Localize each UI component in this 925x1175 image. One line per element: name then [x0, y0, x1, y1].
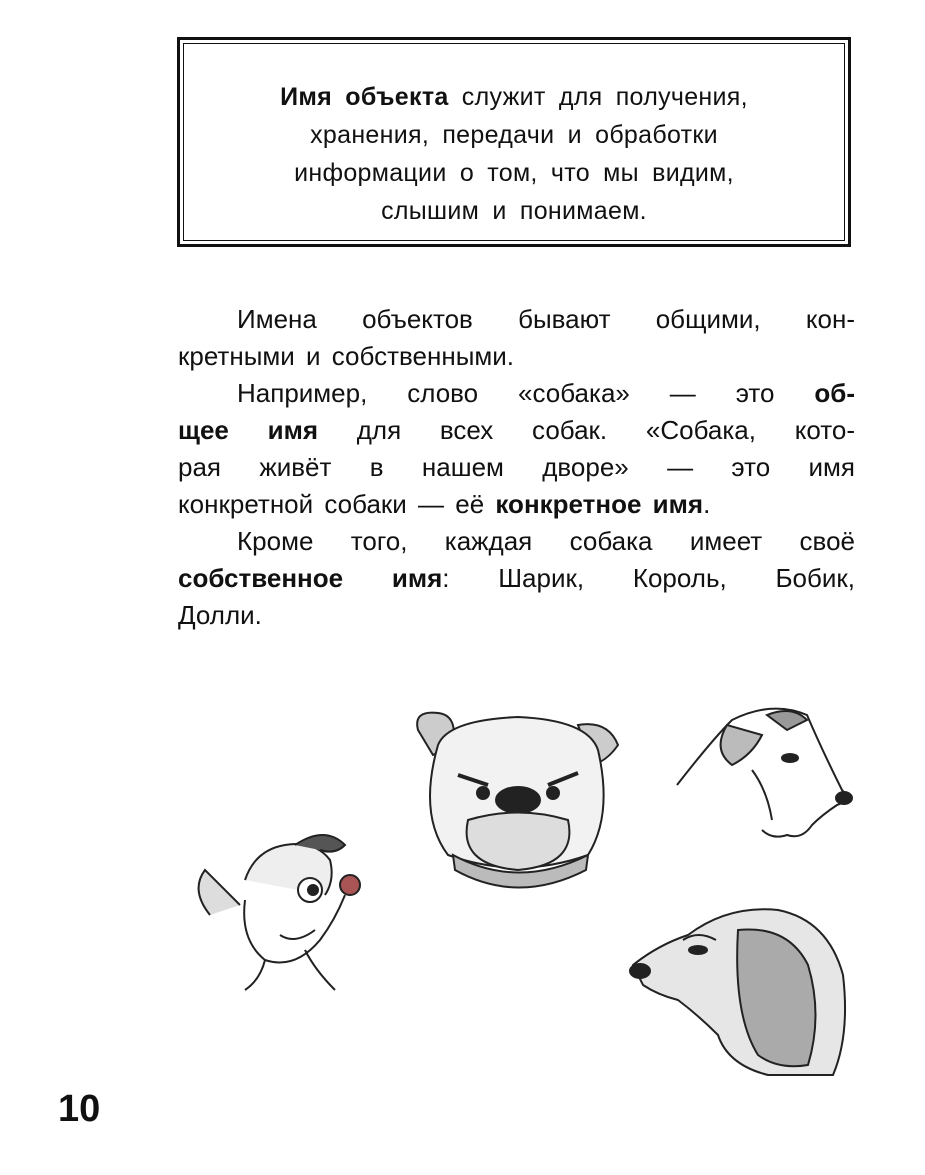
text-line — [178, 560, 855, 597]
bold-term: конкретное имя — [495, 489, 704, 519]
bold-term: собственное имя — [178, 563, 443, 593]
text-line: Кроме того, каждая собака имеет своё — [237, 526, 855, 556]
text-line: Долли. — [178, 600, 262, 630]
definition-line: слышим и понимаем. — [381, 197, 647, 225]
text-line: Имена объектов бывают общими, кон- — [237, 304, 855, 334]
text-line: рая живёт в нашем дворе» — это имя — [178, 452, 855, 482]
page-number: 10 — [58, 1088, 101, 1130]
definition-box — [177, 37, 851, 247]
definition-line — [180, 78, 848, 116]
text: Например, слово «собака» — это — [237, 378, 815, 408]
text: для всех собак. «Собака, кото- — [317, 415, 855, 445]
terrier-illustration — [672, 700, 862, 850]
definition-line: информации о том, что мы видим, — [294, 159, 734, 187]
cartoon-dog-illustration — [185, 820, 385, 995]
definition-line: хранения, передачи и обработки — [310, 121, 718, 149]
text-line — [178, 486, 855, 523]
text-line: кретными и собственными. — [178, 341, 515, 371]
bold-term: об- — [814, 378, 855, 408]
text: : Шарик, Король, Бобик, — [442, 563, 855, 593]
term-bold: Имя объекта — [280, 83, 449, 111]
bulldog-illustration — [408, 705, 628, 905]
text: . — [703, 489, 711, 519]
definition-text: служит для получения, — [448, 83, 748, 111]
text-line — [178, 412, 855, 449]
text: конкретной собаки — её — [178, 489, 496, 519]
bold-term: щее имя — [178, 415, 318, 445]
spaniel-illustration — [628, 905, 853, 1080]
body-paragraph — [178, 301, 855, 634]
text-line — [178, 375, 855, 412]
